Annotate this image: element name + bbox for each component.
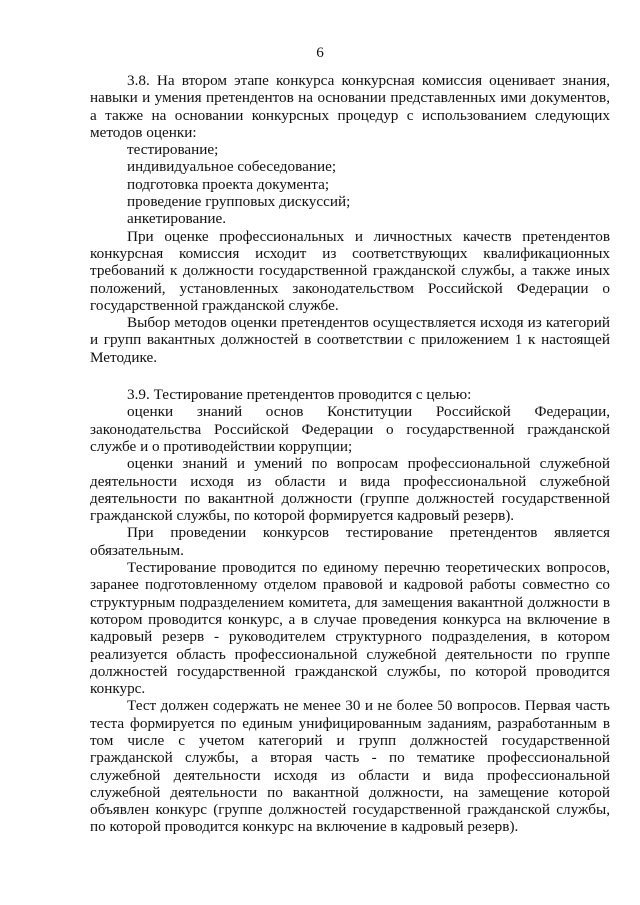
- list-item-testing: тестирование;: [127, 141, 219, 159]
- paragraph-evaluation-criteria: При оценке профессиональных и личностных качеств претендентов конкурсная комиссия исходит из соответствующих квалификационных требований к должности государственной гражданской службы, а также иных положений, установленных законодательством Российской Федерации о государственной гражданской службе.: [90, 227, 610, 314]
- paragraph-professional-knowledge: оценки знаний и умений по вопросам профессиональной служебной деятельности исходя из области и вида профессиональной служебной деятельности по вакантной должности (группе должностей государственной гражданской службы, по которой формируется кадровый резерв).: [90, 455, 610, 525]
- paragraph-testing-mandatory: При проведении конкурсов тестирование претендентов является обязательным.: [90, 524, 610, 559]
- list-item-group-discussion: проведение групповых дискуссий;: [127, 193, 351, 211]
- list-item-draft-document: подготовка проекта документа;: [127, 175, 330, 193]
- document-body: [90, 72, 610, 836]
- paragraph-test-structure: Тест должен содержать не менее 30 и не более 50 вопросов. Первая часть теста формируется по единым унифицированным заданиям, разработанным в том числе с учетом категорий и групп должностей государственной гражданской службы, а вторая часть - по тематике профессиональной служебной деятельности исходя из области и вида профессиональной служебной деятельности по вакантной должности, на замещение которой объявлен конкурс (группе должностей государственной гражданской службы, по которой проводится конкурс на включение в кадровый резерв).: [90, 697, 610, 836]
- list-item-questionnaire: анкетирование.: [127, 210, 227, 228]
- paragraph-3-9: 3.9. Тестирование претендентов проводится с целью:: [127, 386, 472, 404]
- page-number: 6: [316, 44, 324, 61]
- paragraph-method-selection: Выбор методов оценки претендентов осуществляется исходя из категорий и групп вакантных должностей в соответствии с приложением 1 к настоящей Методике.: [90, 314, 610, 366]
- paragraph-question-list: Тестирование проводится по единому перечню теоретических вопросов, заранее подготовленному отделом правовой и кадровой работы совместно со структурным подразделением комитета, для замещения вакантной должности в котором проводится конкурс, а в случае проведения конкурса на включение в кадровый резерв - руководителем структурного подразделения, в котором реализуется область профессиональной служебной деятельности по группе должностей государственной гражданской службы, по которой проводится конкурс.: [90, 559, 610, 698]
- list-item-interview: индивидуальное собеседование;: [127, 158, 337, 176]
- paragraph-constitution-knowledge: оценки знаний основ Конституции Российской Федерации, законодательства Российской Федерации о государственной гражданской службе и о противодействии коррупции;: [90, 403, 610, 455]
- paragraph-3-8: 3.8. На втором этапе конкурса конкурсная комиссия оценивает знания, навыки и умения претендентов на основании представленных ими документов, а также на основании конкурсных процедур с использованием следующих методов оценки:: [90, 72, 610, 141]
